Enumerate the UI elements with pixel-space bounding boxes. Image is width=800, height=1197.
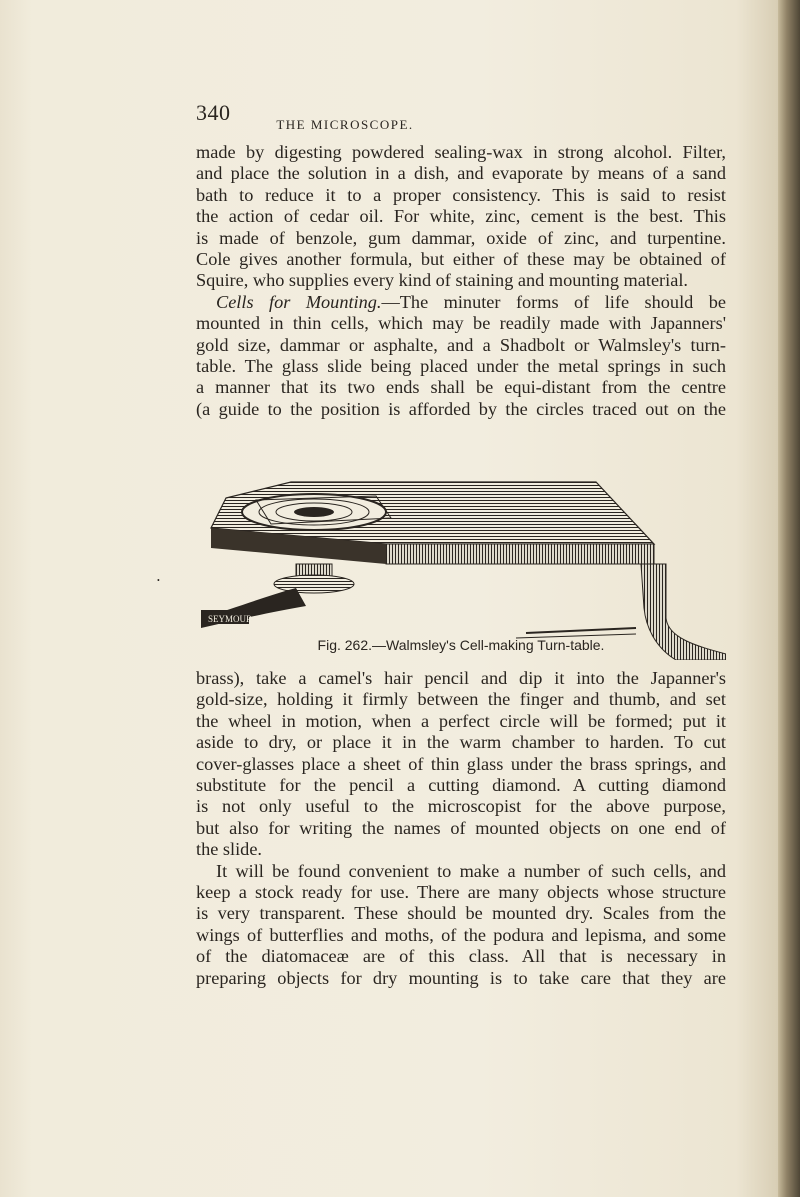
text-line: It will be found convenient to make a number of such cells, and bbox=[216, 860, 726, 881]
section-heading: Cells for Mounting. bbox=[216, 291, 382, 312]
figure-turntable bbox=[196, 478, 726, 660]
page-edge-shadow bbox=[778, 0, 800, 1197]
text-line: bath to reduce it to a proper consistency. This is said to resist bbox=[196, 184, 726, 205]
text-line: Cole gives another formula, but either of these may be obtained of bbox=[196, 249, 726, 270]
text-line: wings of butterflies and moths, of the podura and lepisma, and some bbox=[196, 924, 726, 945]
section-first-line bbox=[196, 292, 726, 313]
section-line-rest: —The minuter forms of life should be bbox=[381, 291, 726, 312]
text-line: cover-glasses place a sheet of thin glass under the brass springs, and bbox=[196, 753, 726, 774]
text-line: (a guide to the position is afforded by the circles traced out on the bbox=[196, 398, 726, 419]
text-line: the action of cedar oil. For white, zinc, cement is the best. This bbox=[196, 206, 726, 227]
text-line: made by digesting powdered sealing-wax in strong alcohol. Filter, bbox=[196, 142, 726, 162]
turntable-engraving bbox=[196, 478, 726, 660]
text-line: brass), take a camel's hair pencil and dip it into the Japanner's bbox=[196, 668, 726, 688]
text-line: the slide. bbox=[196, 839, 263, 860]
text-line: and place the solution in a dish, and evaporate by means of a sand bbox=[196, 163, 726, 184]
text-line: keep a stock ready for use. There are many objects whose structure bbox=[196, 882, 726, 903]
text-line: but also for writing the names of mounted objects on one end of bbox=[196, 817, 726, 838]
text-block-top bbox=[196, 142, 726, 420]
text-line: a manner that its two ends shall be equi-distant from the centre bbox=[196, 377, 726, 398]
text-line: Squire, who supplies every kind of staining and mounting material. bbox=[196, 270, 688, 291]
text-line: aside to dry, or place it in the warm chamber to harden. To cut bbox=[196, 732, 726, 753]
text-line: is not only useful to the microscopist for the above purpose, bbox=[196, 796, 726, 817]
running-head: THE MICROSCOPE. bbox=[276, 117, 414, 132]
text-line: is made of benzole, gum dammar, oxide of zinc, and turpentine. bbox=[196, 227, 726, 248]
text-line: table. The glass slide being placed under the metal springs in such bbox=[196, 356, 726, 377]
figure-caption: Fig. 262.—Walmsley's Cell-making Turn-table. bbox=[317, 637, 605, 653]
text-line: of the diatomaceæ are of this class. All that is necessary in bbox=[196, 946, 726, 967]
engraver-signature: SEYMOUR bbox=[208, 614, 253, 624]
text-line: the wheel in motion, when a perfect circle will be formed; put it bbox=[196, 710, 726, 731]
text-line: substitute for the pencil a cutting diamond. A cutting diamond bbox=[196, 775, 726, 796]
text-line: mounted in thin cells, which may be readily made with Japanners' bbox=[196, 313, 726, 334]
margin-dot: • bbox=[157, 576, 160, 585]
text-block-bottom bbox=[196, 668, 726, 989]
text-line: gold size, dammar or asphalte, and a Shadbolt or Walmsley's turn- bbox=[196, 334, 726, 355]
text-line: is very transparent. These should be mounted dry. Scales from the bbox=[196, 903, 726, 924]
text-line: preparing objects for dry mounting is to take care that they are bbox=[196, 967, 726, 988]
page-number: 340 bbox=[196, 100, 231, 125]
text-line: gold-size, holding it firmly between the finger and thumb, and set bbox=[196, 689, 726, 710]
